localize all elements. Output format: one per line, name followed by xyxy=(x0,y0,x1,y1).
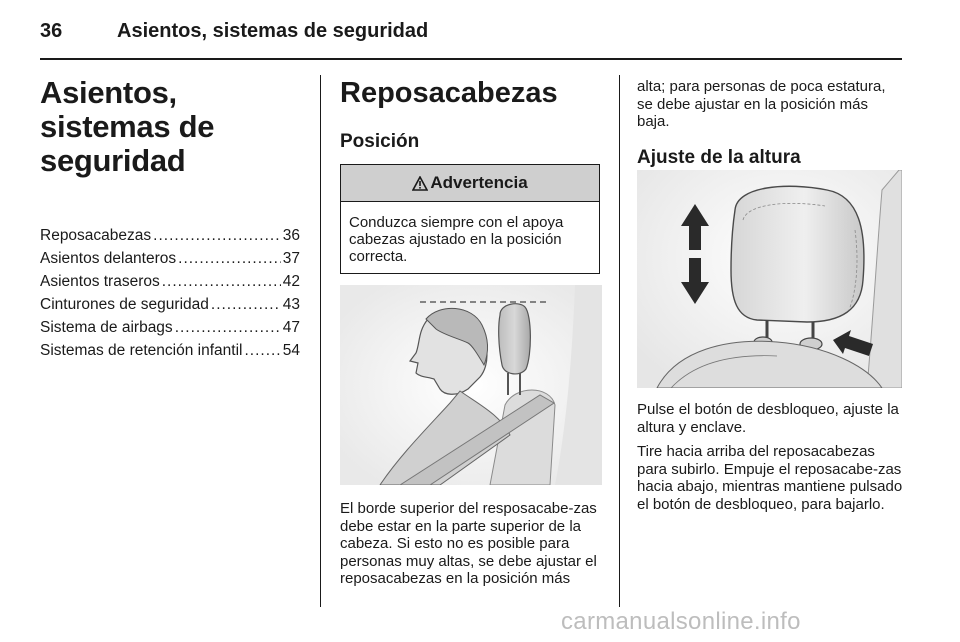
chapter-title-line1: Asientos, sistemas de xyxy=(40,75,215,144)
column-divider-1 xyxy=(320,75,321,607)
height-adjust-section xyxy=(637,78,905,170)
continuation-paragraph: alta; para personas de poca estatura, se debe ajustar en la posición más baja. xyxy=(637,78,886,130)
toc-item-label: Sistema de airbags xyxy=(40,319,173,336)
section-title: Reposacabezas xyxy=(340,77,558,109)
warning-box xyxy=(340,164,600,274)
toc-item-page: 37 xyxy=(282,250,300,267)
chapter-title-line2: seguridad xyxy=(40,143,186,178)
toc-item-page: 54 xyxy=(282,342,300,359)
toc-item-asientos-delanteros[interactable] xyxy=(40,247,300,270)
toc-item-asientos-traseros[interactable] xyxy=(40,270,300,293)
toc-item-airbags[interactable] xyxy=(40,316,300,339)
warning-triangle-icon xyxy=(412,176,428,191)
height-adjust-instructions xyxy=(637,401,905,520)
toc-item-page: 36 xyxy=(282,227,300,244)
running-header-title: Asientos, sistemas de seguridad xyxy=(117,20,429,42)
instruction-paragraph-1: Pulse el botón de desbloqueo, ajuste la altura y enclave. xyxy=(637,401,899,436)
toc-item-page: 47 xyxy=(282,319,300,336)
toc-leader xyxy=(211,293,281,316)
page-number: 36 xyxy=(40,20,63,42)
chapter-title xyxy=(40,76,300,178)
header-rule xyxy=(40,58,902,60)
instruction-paragraph-2: Tire hacia arriba del reposacabezas para subirlo. Empuje el reposacabe-zas hacia abajo, mientras mantiene pulsado el botón de desbloqueo, para bajarlo. xyxy=(637,443,903,513)
warning-text: Conduzca siempre con el apoya cabezas ajustado en la posición correcta. xyxy=(349,214,564,265)
toc-item-label: Asientos traseros xyxy=(40,273,160,290)
height-adjust-illustration xyxy=(637,170,902,388)
toc-leader xyxy=(175,316,281,339)
warning-header xyxy=(341,165,599,202)
toc-item-retencion-infantil[interactable] xyxy=(40,339,300,362)
toc-leader xyxy=(244,339,280,362)
subsection-title-posicion: Posición xyxy=(340,131,420,152)
headrest-section xyxy=(340,76,602,587)
toc-leader xyxy=(153,224,281,247)
subsection-title-ajuste-altura: Ajuste de la altura xyxy=(637,146,801,168)
toc-item-label: Reposacabezas xyxy=(40,227,152,244)
toc-item-label: Asientos delanteros xyxy=(40,250,177,267)
headrest-position-illustration xyxy=(340,285,602,485)
toc-item-page: 42 xyxy=(282,273,300,290)
toc-item-page: 43 xyxy=(282,296,300,313)
warning-heading: Advertencia xyxy=(430,173,528,192)
toc-item-label: Cinturones de seguridad xyxy=(40,296,209,313)
toc-item-reposacabezas[interactable] xyxy=(40,224,300,247)
chapter-column xyxy=(40,76,300,362)
toc-leader xyxy=(162,270,281,293)
toc-leader xyxy=(178,247,281,270)
column-divider-2 xyxy=(619,75,620,607)
toc-item-cinturones[interactable] xyxy=(40,293,300,316)
headrest-position-paragraph: El borde superior del resposacabe-zas debe estar en la parte superior de la cabeza. Si esto no es posible para personas muy altas, se debe ajustar el reposacabezas en la posición más xyxy=(340,500,597,587)
table-of-contents xyxy=(40,224,300,362)
toc-item-label: Sistemas de retención infantil xyxy=(40,342,243,359)
watermark: carmanualsonline.info xyxy=(561,608,801,635)
